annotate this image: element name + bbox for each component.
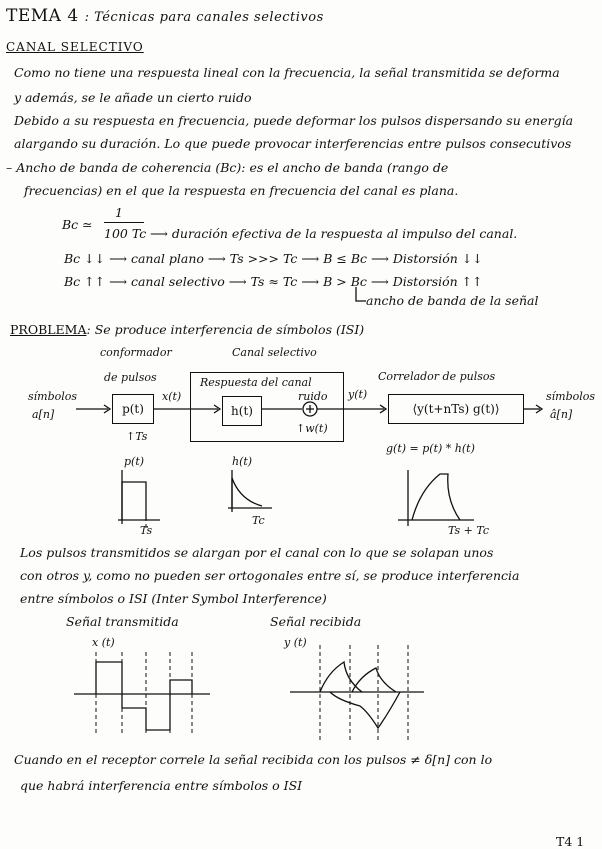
formula-lhs: Bc ≃ <box>62 217 93 232</box>
text-line-5: – Ancho de banda de coherencia (Bc): es el ancho de banda (rango de <box>6 160 449 175</box>
text-line-6: frecuencias) en el que la respuesta en frecuencia del canal es plana. <box>24 183 459 198</box>
formula-numerator: 1 <box>115 205 123 220</box>
case-flat: Bc ↓↓ ⟶ canal plano ⟶ Ts >>> Tc ⟶ B ≤ Bc ⟶ Distorsión ↓↓ <box>64 251 483 266</box>
bandwidth-note: ancho de banda de la señal <box>366 293 539 308</box>
output-label: símbolos <box>546 390 596 403</box>
shaper-label-top: conformador <box>100 346 172 359</box>
para2-line-2: con otros y, como no pueden ser ortogonales entre sí, se produce interferencia <box>20 568 520 583</box>
page-number: T4 1 <box>556 834 585 849</box>
text-line-2: y además, se le añade un cierto ruido <box>14 90 252 105</box>
para2-line-3: entre símbolos o ISI (Inter Symbol Interference) <box>20 591 327 606</box>
problem-label: PROBLEMA <box>10 322 87 337</box>
pulse-shaper-text: p(t) <box>122 402 144 416</box>
input-label: símbolos <box>28 390 78 403</box>
h-plot-label: h(t) <box>232 455 253 468</box>
para3-line-1: Cuando en el receptor correle la señal recibida con los pulsos ≠ δ[n] con lo <box>14 752 493 767</box>
g-plot-axis: Ts + Tc <box>448 524 490 537</box>
output-symbols: â[n] <box>550 408 573 421</box>
para2-line-1: Los pulsos transmitidos se alargan por el canal con lo que se solapan unos <box>20 545 494 560</box>
g-plot-label: g(t) = p(t) * h(t) <box>386 442 475 455</box>
text-line-4: alargando su duración. Lo que puede provocar interferencias entre pulsos consecutivos <box>14 136 572 151</box>
noise-signal: ↑w(t) <box>296 422 328 435</box>
problem-text: : Se produce interferencia de símbolos (ISI) <box>86 322 365 337</box>
text-line-3: Debido a su respuesta en frecuencia, puede deformar los pulsos dispersando su energía <box>14 113 574 128</box>
para3-line-2: que habrá interferencia entre símbolos o ISI <box>20 778 303 793</box>
correlator-label: Correlador de pulsos <box>378 370 496 383</box>
formula-denominator: 100 Tc <box>104 226 147 241</box>
title-subtitle: : Técnicas para canales selectivos <box>84 10 324 25</box>
section-heading: CANAL SELECTIVO <box>6 40 144 54</box>
formula-description: ⟶ duración efectiva de la respuesta al impulso del canal. <box>150 226 518 241</box>
title-number: TEMA 4 <box>6 6 79 26</box>
correlator-text: ⟨y(t+nTs) g(t)⟩ <box>412 402 500 416</box>
channel-response-text: h(t) <box>231 404 253 418</box>
tx-title: Señal transmitida <box>66 614 179 629</box>
noise-label: ruido <box>298 390 328 403</box>
rx-title: Señal recibida <box>270 614 362 629</box>
channel-inner-label: Respuesta del canal <box>200 376 312 389</box>
tx-label: x (t) <box>92 636 115 649</box>
input-symbols: a[n] <box>32 408 55 421</box>
text-line-1: Como no tiene una respuesta lineal con la frecuencia, la señal transmitida se deforma <box>14 65 560 80</box>
ts-input: ↑Ts <box>126 430 148 443</box>
shaper-label-bottom: de pulsos <box>104 371 157 384</box>
rx-label: y (t) <box>284 636 307 649</box>
x-signal-label: x(t) <box>162 390 182 403</box>
case-selective: Bc ↑↑ ⟶ canal selectivo ⟶ Ts ≈ Tc ⟶ B > Bc ⟶ Distorsión ↑↑ <box>64 274 483 289</box>
channel-label: Canal selectivo <box>232 346 317 359</box>
p-plot-label: p(t) <box>124 455 145 468</box>
p-plot-axis: Ts <box>140 524 153 537</box>
h-plot-axis: Tc <box>252 514 265 527</box>
y-signal-label: y(t) <box>348 388 368 401</box>
